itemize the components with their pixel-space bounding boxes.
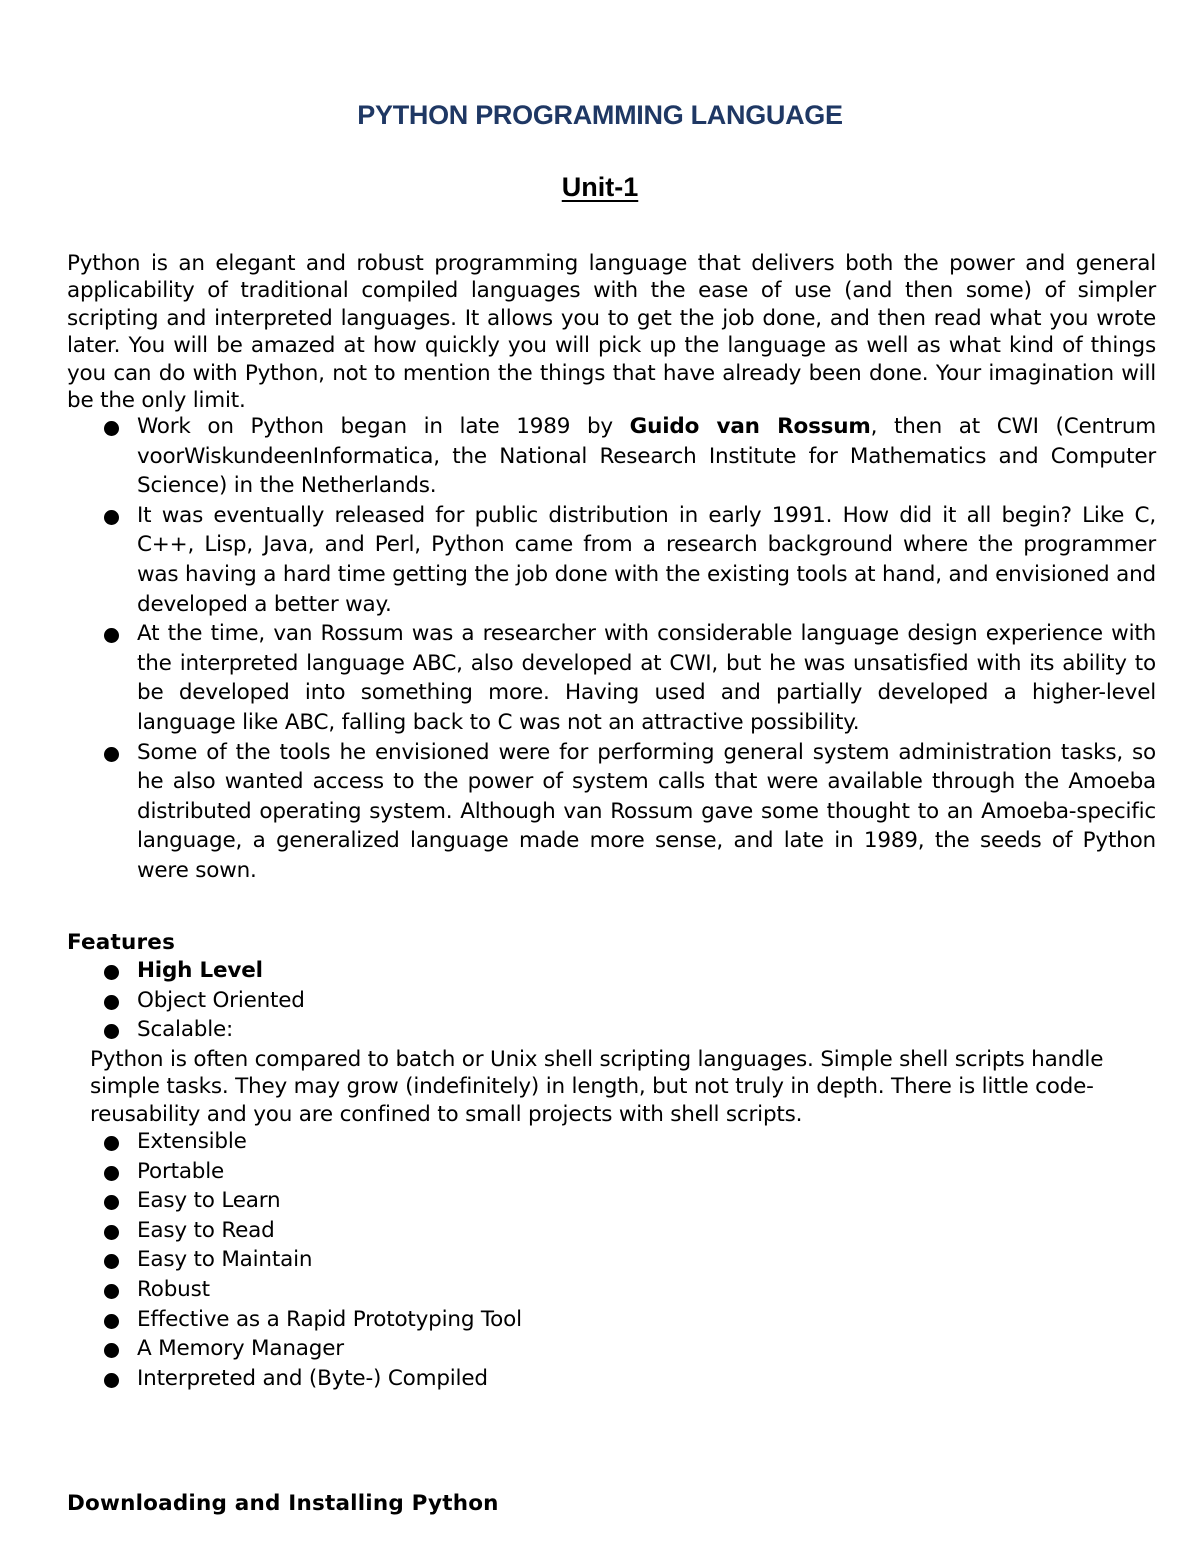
intro-paragraph: Python is an elegant and robust programming language that delivers both the power and general applicability of traditional compiled languages with the ease of use (and then some) of simpler scripting and interpreted languages. It allows you to get the job done, and then read what you wrote later. You will be amazed at how quickly you will pick up the language as well as what kind of things you can do with Python, not to mention the things that have already been done. Your imagination will be the only limit.: [67, 251, 1156, 414]
features-list-top: [104, 956, 1156, 1045]
history-item-4: Some of the tools he envisioned were for performing general system administration tasks, so he also wanted access to the power of system calls that were available through the Amoeba distributed operating system. Although van Rossum gave some thought to an Amoeba-specific language, a generalized language made more sense, and late in 1989, the seeds of Python were sown.: [104, 738, 1156, 886]
bullet-icon: [104, 965, 119, 980]
bullet-icon: [104, 1136, 119, 1151]
feature-item: Easy to Maintain: [104, 1245, 1156, 1275]
scalable-description: Python is often compared to batch or Unix shell scripting languages. Simple shell scripts handle simple tasks. They may grow (indefinitely) in length, but not truly in depth. There is little code-reusability and you are confined to small projects with shell scripts.: [90, 1047, 1104, 1127]
feature-item: Extensible: [104, 1127, 1156, 1157]
feature-item: Scalable:: [104, 1015, 1156, 1045]
bullet-icon: [104, 1166, 119, 1181]
bullet-icon: [104, 1254, 119, 1269]
bullet-icon: [104, 1284, 119, 1299]
feature-item: Robust: [104, 1275, 1156, 1305]
bullet-icon: [104, 995, 119, 1010]
bullet-icon: [104, 1343, 119, 1358]
bullet-icon: [104, 1225, 119, 1240]
author-name: Guido van Rossum: [629, 414, 871, 439]
download-heading: Downloading and Installing Python: [67, 1491, 499, 1516]
feature-item: Object Oriented: [104, 986, 1156, 1016]
bullet-icon: [104, 421, 119, 436]
bullet-icon: [104, 628, 119, 643]
bullet-icon: [104, 747, 119, 762]
feature-item: Effective as a Rapid Prototyping Tool: [104, 1305, 1156, 1335]
feature-item: High Level: [104, 956, 1156, 986]
feature-item: Portable: [104, 1157, 1156, 1187]
history-item-3: At the time, van Rossum was a researcher with considerable language design experience with the interpreted language ABC, also developed at CWI, but he was unsatisfied with its ability to be developed into something more. Having used and partially developed a higher-level language like ABC, falling back to C was not an attractive possibility.: [104, 619, 1156, 737]
bullet-icon: [104, 1373, 119, 1388]
unit-heading: Unit-1: [561, 172, 639, 202]
features-heading: Features: [67, 930, 176, 955]
bullet-icon: [104, 1195, 119, 1210]
features-list-bottom: [104, 1127, 1156, 1393]
bullet-icon: [104, 1314, 119, 1329]
bullet-icon: [104, 510, 119, 525]
history-item-2: It was eventually released for public distribution in early 1991. How did it all begin? Like C, C++, Lisp, Java, and Perl, Python came from a research background where the programmer was having a hard time getting the job done with the existing tools at hand, and envisioned and developed a better way.: [104, 501, 1156, 619]
document-title: PYTHON PROGRAMMING LANGUAGE: [357, 100, 843, 130]
feature-item: A Memory Manager: [104, 1334, 1156, 1364]
bullet-icon: [104, 1024, 119, 1039]
feature-item: Easy to Read: [104, 1216, 1156, 1246]
history-list: [104, 412, 1156, 886]
feature-item: Interpreted and (Byte-) Compiled: [104, 1364, 1156, 1394]
feature-item: Easy to Learn: [104, 1186, 1156, 1216]
history-item-1: Work on Python began in late 1989 by Guido van Rossum, then at CWI (Centrum voorWiskundeenInformatica, the National Research Institute for Mathematics and Computer Science) in the Netherlands.: [104, 412, 1156, 501]
